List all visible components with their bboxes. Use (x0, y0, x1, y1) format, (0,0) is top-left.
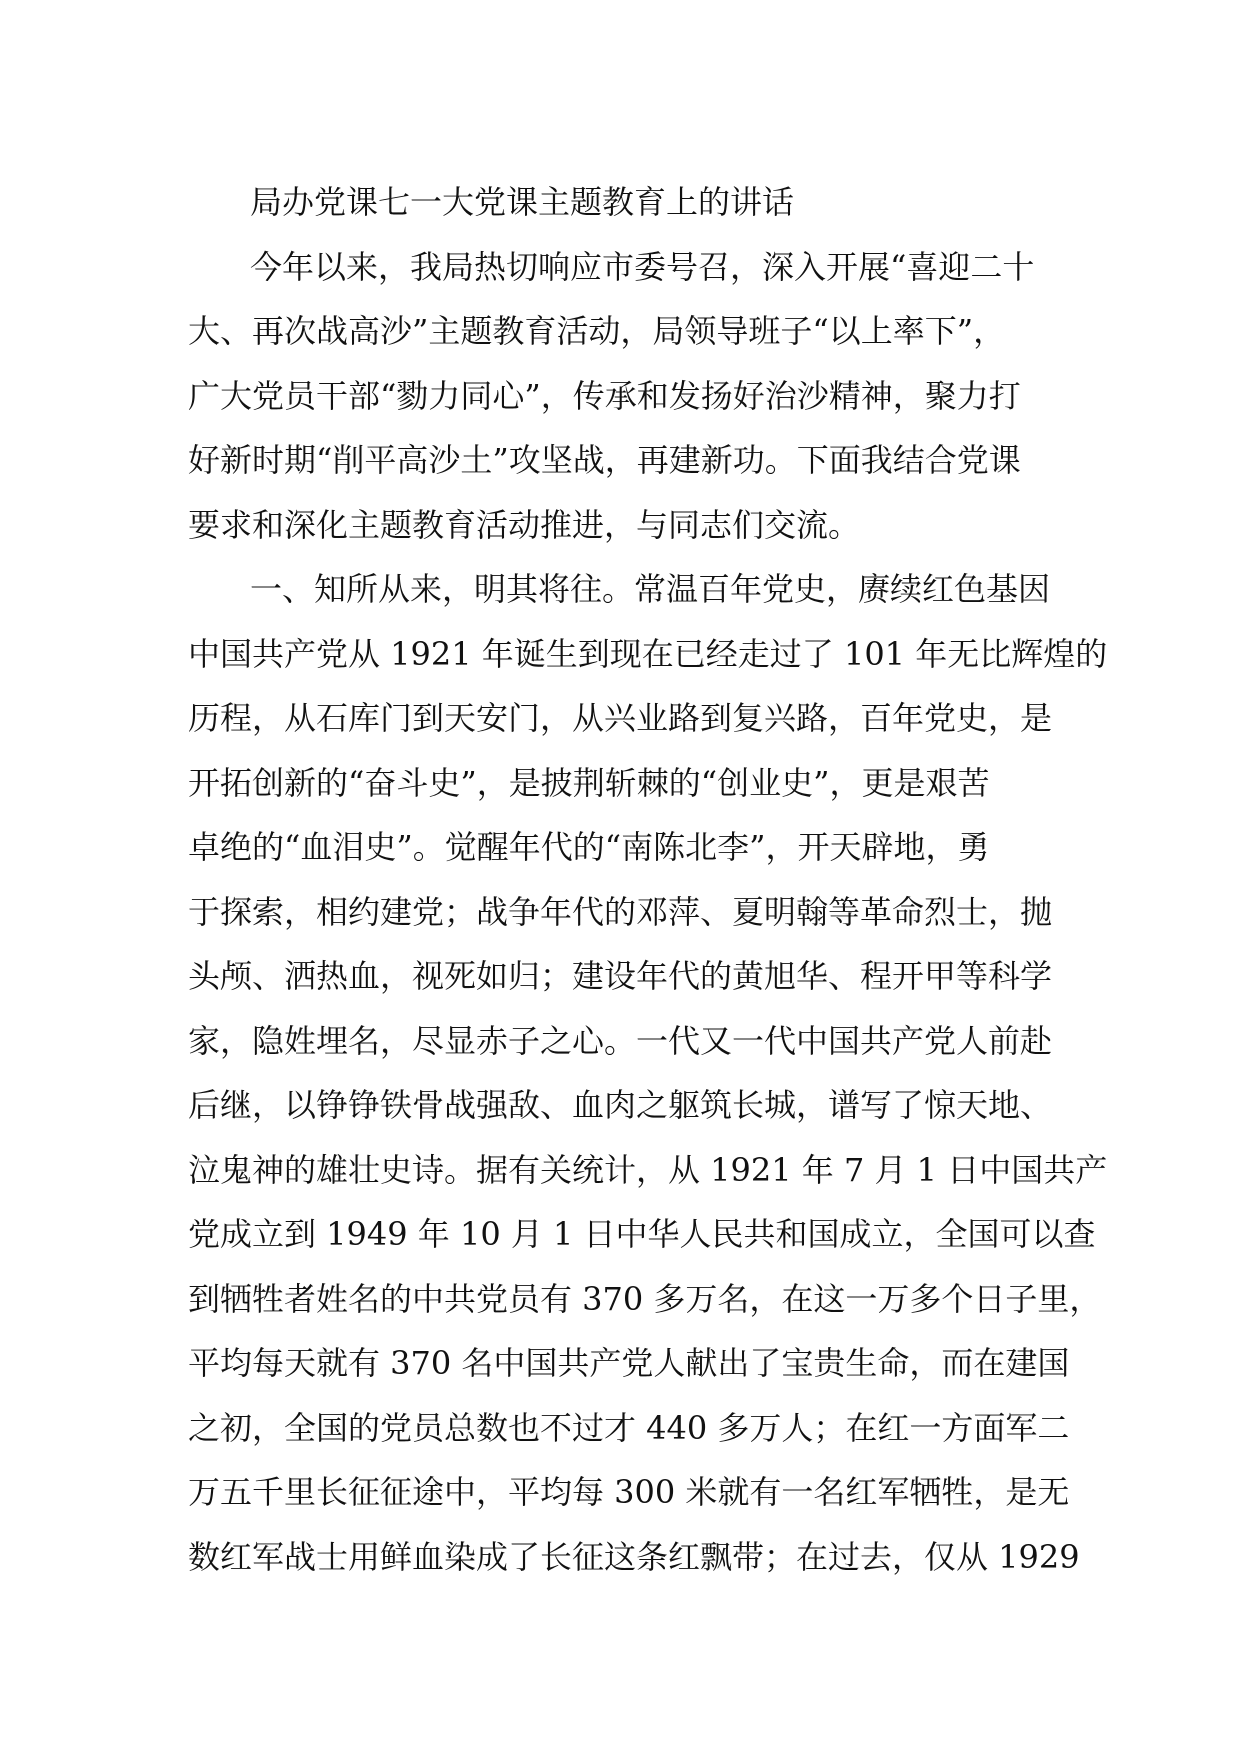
paragraph-line: 好新时期“削平高沙土”攻坚战，再建新功。下面我结合党课 (188, 441, 1021, 479)
paragraph-line: 今年以来，我局热切响应市委号召，深入开展“喜迎二十 (250, 247, 1035, 286)
document-body (188, 170, 1108, 1589)
paragraph-line: 头颅、洒热血，视死如归；建设年代的黄旭华、程开甲等科学 (188, 957, 1053, 995)
paragraph-section-one (188, 557, 1108, 1589)
paragraph-line: 党成立到 1949 年 10 月 1 日中华人民共和国成立，全国可以查 (188, 1215, 1096, 1253)
paragraph-line: 卓绝的“血泪史”。觉醒年代的“南陈北李”，开天辟地，勇 (188, 828, 990, 866)
paragraph-line: 广大党员干部“勠力同心”，传承和发扬好治沙精神，聚力打 (188, 376, 1021, 415)
paragraph-line: 之初，全国的党员总数也不过才 440 多万人；在红一方面军二 (188, 1408, 1070, 1447)
paragraph-line: 要求和深化主题教育活动推进，与同志们交流。 (188, 505, 861, 544)
paragraph-intro (188, 235, 1088, 558)
paragraph-line: 泣鬼神的雄壮史诗。据有关统计，从 1921 年 7 月 1 日中国共产 (188, 1150, 1108, 1189)
paragraph-line: 万五千里长征征途中，平均每 300 米就有一名红军牺牲，是无 (188, 1473, 1070, 1511)
paragraph-line: 后继，以铮铮铁骨战强敌、血肉之躯筑长城，谱写了惊天地、 (188, 1086, 1053, 1124)
paragraph-line: 平均每天就有 370 名中国共产党人献出了宝贵生命，而在建国 (188, 1344, 1070, 1382)
paragraph-line: 家，隐姓埋名，尽显赤子之心。一代又一代中国共产党人前赴 (188, 1021, 1053, 1060)
paragraph-line: 中国共产党从 1921 年诞生到现在已经走过了 101 年无比辉煌的 (188, 634, 1108, 673)
paragraph-line: 一、知所从来，明其将往。常温百年党史，赓续红色基因 (250, 570, 1051, 608)
paragraph-line: 开拓创新的“奋斗史”，是披荆斩棘的“创业史”，更是艰苦 (188, 763, 990, 802)
paragraph-line: 大、再次战高沙”主题教育活动，局领导班子“以上率下”， (188, 312, 1006, 350)
paragraph-line: 到牺牲者姓名的中共党员有 370 多万名，在这一万多个日子里， (188, 1279, 1102, 1318)
document-title: 局办党课七一大党课主题教育上的讲话 (250, 183, 795, 221)
paragraph-line: 数红军战士用鲜血染成了长征这条红飘带；在过去，仅从 1929 (188, 1537, 1080, 1576)
paragraph-line: 于探索，相约建党；战争年代的邓萍、夏明翰等革命烈士，抛 (188, 892, 1053, 931)
paragraph-line: 历程，从石库门到天安门，从兴业路到复兴路，百年党史，是 (188, 699, 1053, 737)
